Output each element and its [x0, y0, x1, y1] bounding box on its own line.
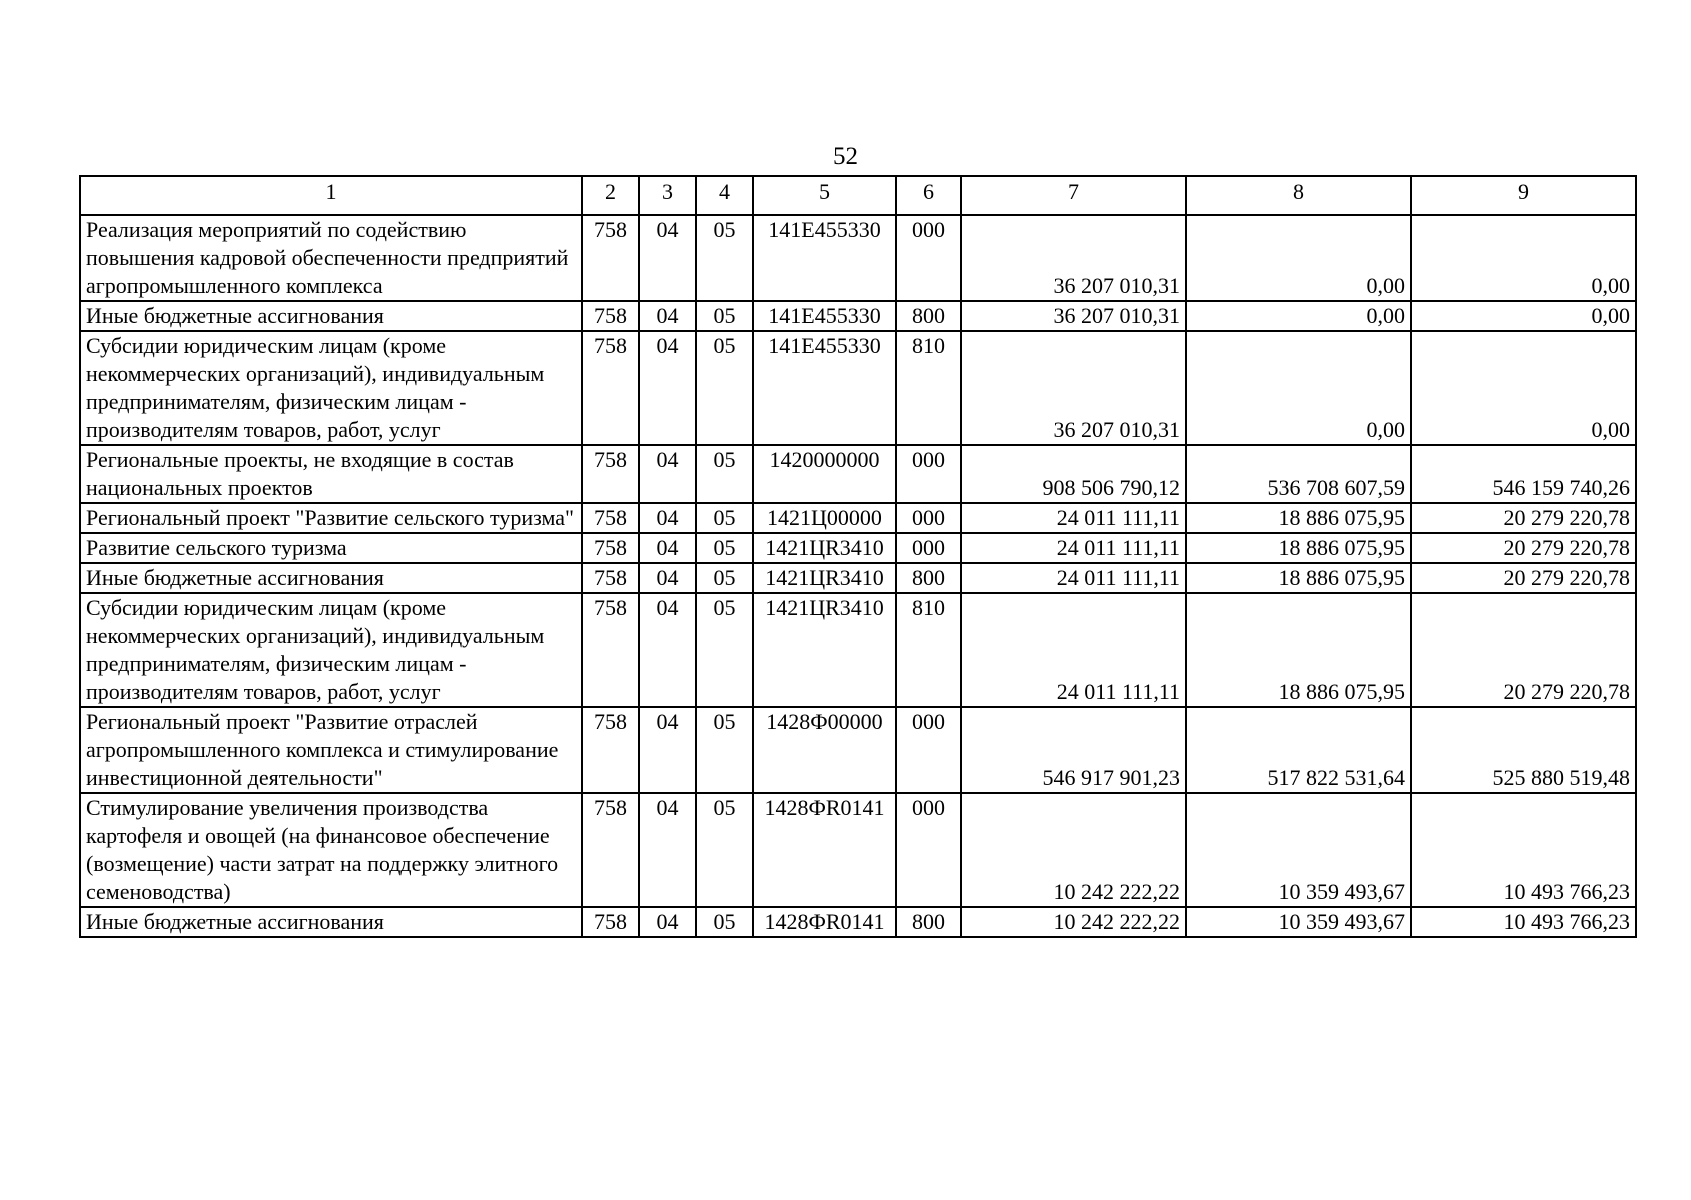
- row-amount-8-cell: 18 886 075,95: [1186, 503, 1411, 533]
- row-amount-8-cell: 0,00: [1186, 215, 1411, 301]
- row-code-2-cell: 758: [582, 793, 639, 907]
- row-name-cell: Региональный проект "Развитие сельского туризма": [80, 503, 582, 533]
- table-row: [80, 907, 1636, 937]
- row-code-3-cell: 04: [639, 445, 696, 503]
- row-code-3-cell: 04: [639, 707, 696, 793]
- row-code-3-cell: 04: [639, 215, 696, 301]
- row-amount-7-cell: 36 207 010,31: [961, 331, 1186, 445]
- header-cell-4: 4: [696, 176, 753, 215]
- row-code-3-cell: 04: [639, 593, 696, 707]
- table-row: [80, 533, 1636, 563]
- header-row: [80, 176, 1636, 215]
- row-code-4-cell: 05: [696, 503, 753, 533]
- row-code-6-cell: 000: [896, 793, 961, 907]
- row-amount-7-cell: 24 011 111,11: [961, 563, 1186, 593]
- row-code-5-cell: 141Е455330: [753, 215, 896, 301]
- table-body: [80, 176, 1636, 937]
- row-code-2-cell: 758: [582, 533, 639, 563]
- header-cell-9: 9: [1411, 176, 1636, 215]
- row-code-6-cell: 800: [896, 301, 961, 331]
- row-code-4-cell: 05: [696, 215, 753, 301]
- row-amount-9-cell: 10 493 766,23: [1411, 793, 1636, 907]
- table-row: [80, 707, 1636, 793]
- row-code-5-cell: 141Е455330: [753, 331, 896, 445]
- row-code-5-cell: 141Е455330: [753, 301, 896, 331]
- row-amount-7-cell: 908 506 790,12: [961, 445, 1186, 503]
- row-code-4-cell: 05: [696, 707, 753, 793]
- row-amount-9-cell: 20 279 220,78: [1411, 533, 1636, 563]
- row-code-6-cell: 000: [896, 533, 961, 563]
- row-amount-9-cell: 20 279 220,78: [1411, 593, 1636, 707]
- row-code-4-cell: 05: [696, 331, 753, 445]
- header-cell-3: 3: [639, 176, 696, 215]
- row-code-4-cell: 05: [696, 563, 753, 593]
- row-amount-7-cell: 24 011 111,11: [961, 593, 1186, 707]
- table-row: [80, 503, 1636, 533]
- row-code-5-cell: 1421Ц00000: [753, 503, 896, 533]
- row-code-5-cell: 1428ФR0141: [753, 793, 896, 907]
- row-code-5-cell: 1421ЦR3410: [753, 563, 896, 593]
- row-code-6-cell: 800: [896, 563, 961, 593]
- row-code-5-cell: 1428ФR0141: [753, 907, 896, 937]
- table-row: [80, 331, 1636, 445]
- row-code-3-cell: 04: [639, 563, 696, 593]
- row-amount-7-cell: 546 917 901,23: [961, 707, 1186, 793]
- row-code-6-cell: 810: [896, 331, 961, 445]
- row-code-2-cell: 758: [582, 445, 639, 503]
- row-name-cell: Иные бюджетные ассигнования: [80, 907, 582, 937]
- row-code-4-cell: 05: [696, 533, 753, 563]
- row-name-cell: Иные бюджетные ассигнования: [80, 563, 582, 593]
- row-name-cell: Региональные проекты, не входящие в состав национальных проектов: [80, 445, 582, 503]
- row-code-2-cell: 758: [582, 331, 639, 445]
- budget-table: [79, 175, 1637, 938]
- table-row: [80, 593, 1636, 707]
- row-code-5-cell: 1421ЦR3410: [753, 593, 896, 707]
- row-amount-8-cell: 10 359 493,67: [1186, 907, 1411, 937]
- header-cell-1: 1: [80, 176, 582, 215]
- table-row: [80, 215, 1636, 301]
- row-amount-8-cell: 18 886 075,95: [1186, 593, 1411, 707]
- row-code-2-cell: 758: [582, 215, 639, 301]
- row-code-2-cell: 758: [582, 707, 639, 793]
- row-code-5-cell: 1421ЦR3410: [753, 533, 896, 563]
- row-amount-9-cell: 20 279 220,78: [1411, 503, 1636, 533]
- row-amount-9-cell: 20 279 220,78: [1411, 563, 1636, 593]
- row-code-2-cell: 758: [582, 907, 639, 937]
- table-row: [80, 445, 1636, 503]
- row-code-4-cell: 05: [696, 301, 753, 331]
- row-amount-7-cell: 36 207 010,31: [961, 215, 1186, 301]
- row-code-6-cell: 810: [896, 593, 961, 707]
- row-name-cell: Стимулирование увеличения производства картофеля и овощей (на финансовое обеспечение (возмещение) части затрат на поддержку элитного семеноводства): [80, 793, 582, 907]
- row-code-6-cell: 000: [896, 215, 961, 301]
- row-code-4-cell: 05: [696, 593, 753, 707]
- row-code-6-cell: 800: [896, 907, 961, 937]
- row-code-3-cell: 04: [639, 533, 696, 563]
- row-code-3-cell: 04: [639, 331, 696, 445]
- row-amount-8-cell: 10 359 493,67: [1186, 793, 1411, 907]
- row-amount-8-cell: 18 886 075,95: [1186, 533, 1411, 563]
- row-amount-8-cell: 536 708 607,59: [1186, 445, 1411, 503]
- header-cell-5: 5: [753, 176, 896, 215]
- page-number: 52: [833, 143, 858, 170]
- row-code-4-cell: 05: [696, 445, 753, 503]
- header-cell-6: 6: [896, 176, 961, 215]
- row-code-3-cell: 04: [639, 503, 696, 533]
- header-cell-8: 8: [1186, 176, 1411, 215]
- row-amount-9-cell: 0,00: [1411, 331, 1636, 445]
- table-row: [80, 563, 1636, 593]
- row-code-6-cell: 000: [896, 445, 961, 503]
- row-amount-8-cell: 0,00: [1186, 301, 1411, 331]
- row-amount-8-cell: 517 822 531,64: [1186, 707, 1411, 793]
- row-code-5-cell: 1428Ф00000: [753, 707, 896, 793]
- row-name-cell: Иные бюджетные ассигнования: [80, 301, 582, 331]
- row-code-2-cell: 758: [582, 563, 639, 593]
- row-amount-7-cell: 24 011 111,11: [961, 533, 1186, 563]
- row-name-cell: Реализация мероприятий по содействию повышения кадровой обеспеченности предприятий агропромышленного комплекса: [80, 215, 582, 301]
- row-name-cell: Субсидии юридическим лицам (кроме некоммерческих организаций), индивидуальным предпринимателям, физическим лицам - производителям товаров, работ, услуг: [80, 331, 582, 445]
- row-amount-9-cell: 10 493 766,23: [1411, 907, 1636, 937]
- row-code-2-cell: 758: [582, 593, 639, 707]
- row-code-5-cell: 1420000000: [753, 445, 896, 503]
- row-code-2-cell: 758: [582, 503, 639, 533]
- row-amount-9-cell: 525 880 519,48: [1411, 707, 1636, 793]
- row-code-3-cell: 04: [639, 793, 696, 907]
- row-name-cell: Региональный проект "Развитие отраслей агропромышленного комплекса и стимулирование инвестиционной деятельности": [80, 707, 582, 793]
- row-code-6-cell: 000: [896, 503, 961, 533]
- row-name-cell: Субсидии юридическим лицам (кроме некоммерческих организаций), индивидуальным предпринимателям, физическим лицам - производителям товаров, работ, услуг: [80, 593, 582, 707]
- row-amount-7-cell: 10 242 222,22: [961, 793, 1186, 907]
- row-code-3-cell: 04: [639, 301, 696, 331]
- row-name-cell: Развитие сельского туризма: [80, 533, 582, 563]
- row-amount-9-cell: 0,00: [1411, 215, 1636, 301]
- table-row: [80, 301, 1636, 331]
- row-amount-9-cell: 0,00: [1411, 301, 1636, 331]
- row-amount-8-cell: 0,00: [1186, 331, 1411, 445]
- row-code-4-cell: 05: [696, 793, 753, 907]
- header-cell-2: 2: [582, 176, 639, 215]
- row-amount-7-cell: 10 242 222,22: [961, 907, 1186, 937]
- row-code-6-cell: 000: [896, 707, 961, 793]
- row-amount-8-cell: 18 886 075,95: [1186, 563, 1411, 593]
- header-cell-7: 7: [961, 176, 1186, 215]
- row-code-2-cell: 758: [582, 301, 639, 331]
- row-amount-7-cell: 24 011 111,11: [961, 503, 1186, 533]
- table-row: [80, 793, 1636, 907]
- row-amount-9-cell: 546 159 740,26: [1411, 445, 1636, 503]
- row-amount-7-cell: 36 207 010,31: [961, 301, 1186, 331]
- row-code-4-cell: 05: [696, 907, 753, 937]
- row-code-3-cell: 04: [639, 907, 696, 937]
